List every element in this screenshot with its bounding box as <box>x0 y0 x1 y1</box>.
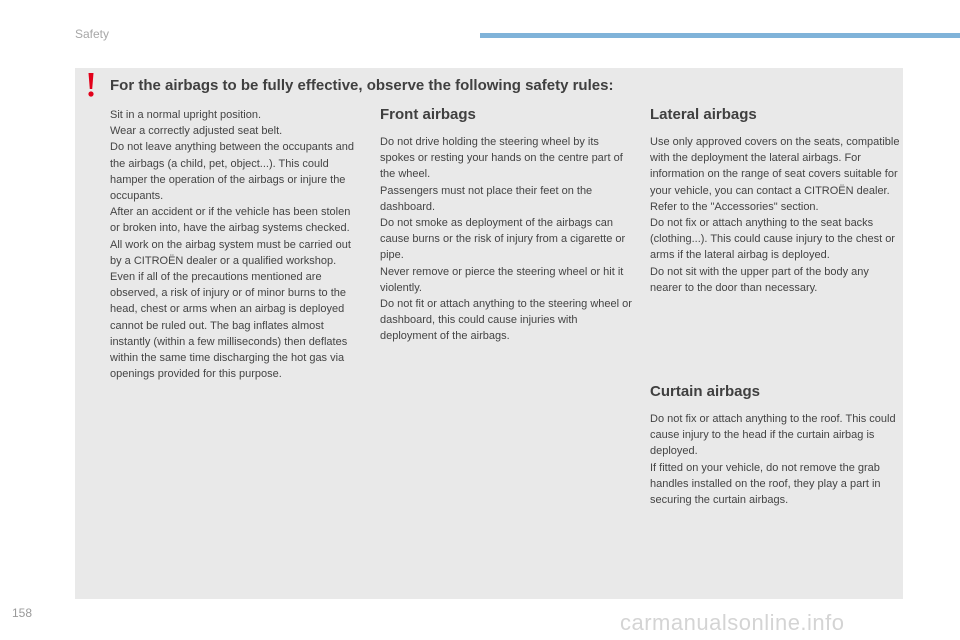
general-rules-text: Sit in a normal upright position. Wear a correctly adjusted seat belt. Do not leave anything between the occupants and the airbags (a child, pet, object...). This could hamper the operation of the airbags or injure the occupants. After an accident or if the vehicle has been stolen or broken into, have the airbag systems checked. All work on the airbag system must be carried out by a CITROËN dealer or a qualified workshop. Even if all of the precautions mentioned are observed, a risk of injury or of minor burns to the head, chest or arms when an airbag is deployed cannot be ruled out. The bag inflates almost instantly (within a few milliseconds) then deflates within the same time discharging the hot gas via openings provided for this purpose. <box>110 109 355 381</box>
curtain-airbags-section <box>650 382 902 508</box>
panel-title: For the airbags to be fully effective, observe the following safety rules: <box>110 77 614 94</box>
general-rules-column <box>110 105 362 382</box>
exclamation-icon <box>84 72 98 98</box>
watermark: carmanualsonline.info <box>620 610 845 635</box>
lateral-airbags-section <box>650 105 902 296</box>
header-accent-bar <box>480 33 960 38</box>
page-number: 158 <box>12 606 33 620</box>
lateral-airbags-text: Use only approved covers on the seats, compatible with the deployment the lateral airbags. For information on the range of seat covers suitable for your vehicle, you can contact a CITROËN dealer. Refer to the "Accessories" section. Do not fix or attach anything to the seat backs (clothing...). This could cause injury to the chest or arms if the lateral airbag is deployed. Do not sit with the upper part of the body any nearer to the door than necessary. <box>650 136 900 294</box>
front-airbags-text: Do not drive holding the steering wheel by its spokes or resting your hands on the centre part of the wheel. Passengers must not place their feet on the dashboard. Do not smoke as deployment of the airbags can cause burns or the risk of injury from a cigarette or pipe. Never remove or pierce the steering wheel or hit it violently. Do not fit or attach anything to the steering wheel or dashboard, this could cause injuries with deployment of the airbags. <box>380 136 632 343</box>
curtain-airbags-heading: Curtain airbags <box>650 383 761 400</box>
lateral-airbags-heading: Lateral airbags <box>650 106 757 123</box>
front-airbags-heading: Front airbags <box>380 106 476 123</box>
curtain-airbags-text: Do not fix or attach anything to the roof. This could cause injury to the head if the curtain airbag is deployed. If fitted on your vehicle, do not remove the grab handles installed on the roof, they play a part in securing the curtain airbags. <box>650 413 896 507</box>
front-airbags-section <box>380 105 632 345</box>
section-label: Safety <box>75 27 110 41</box>
